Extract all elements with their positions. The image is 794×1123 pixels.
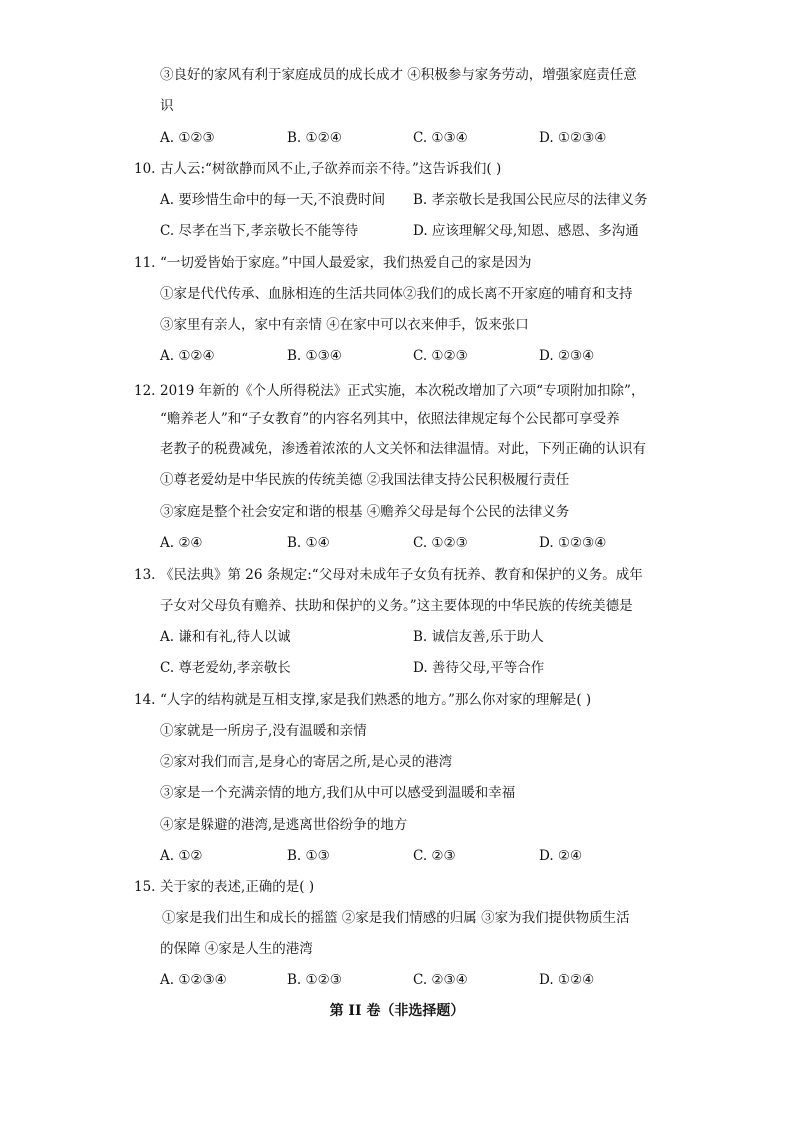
option-d: D. ①②③④	[539, 130, 607, 146]
option-a: A. 谦和有礼,待人以诚	[160, 629, 291, 645]
option-d: D. 善待父母,平等合作	[413, 660, 545, 676]
question-stem: “一切爱皆始于家庭。”中国人最爱家，我们热爱自己的家是因为	[160, 255, 532, 271]
question-line: ③家庭是整个社会安定和谐的根基 ④赡养父母是每个公民的法律义务	[160, 504, 570, 520]
question-line: ①家就是一所房子,没有温暖和亲情	[160, 723, 367, 739]
option-d: D. ②③④	[539, 348, 595, 364]
option-a: A. ①②③④	[160, 972, 227, 988]
option-b: B. 诚信友善,乐于助人	[413, 629, 544, 645]
question-line: ①家是我们出生和成长的摇篮 ②家是我们情感的归属 ③家为我们提供物质生活	[162, 910, 630, 926]
option-c: C. ①②③	[413, 348, 468, 364]
question-line: ①尊老爱幼是中华民族的传统美德 ②我国法律支持公民积极履行责任	[160, 472, 570, 488]
option-a: A. ②④	[160, 535, 203, 551]
question-number: 10.	[134, 161, 156, 177]
question-line: “赡养老人”和“子女教育”的内容名列其中，依照法律规定每个公民都可享受养	[160, 411, 620, 427]
question-stem: 关于家的表述,正确的是( )	[160, 879, 315, 895]
option-a: A. ①②	[160, 848, 203, 864]
question-line: ③家是一个充满亲情的地方,我们从中可以感受到温暖和幸福	[160, 785, 516, 801]
option-a: A. ①②③	[160, 130, 215, 146]
option-c: C. ①②③	[413, 535, 468, 551]
option-c: C. 尊老爱幼,孝亲敬长	[160, 660, 291, 676]
option-d: D. ①②③④	[539, 535, 607, 551]
question-number: 13.	[134, 567, 156, 583]
question-number: 15.	[134, 879, 156, 895]
option-c: C. ②③	[413, 848, 456, 864]
question-number: 11.	[134, 255, 156, 271]
question-stem: 《民法典》第 26 条规定:“父母对未成年子女负有抚养、教育和保护的义务。成年	[160, 567, 643, 583]
question-number: 12.	[134, 383, 156, 399]
question-line: 子女对父母负有赡养、扶助和保护的义务。”这主要体现的中华民族的传统美德是	[160, 598, 633, 614]
option-d: D. ①②④	[539, 972, 595, 988]
section-title: 第 II 卷（非选择题）	[329, 1003, 465, 1019]
question-line: ③良好的家风有利于家庭成员的成长成才 ④积极参与家务劳动，增强家庭责任意	[160, 67, 637, 83]
question-line: ①家是代代传承、血脉相连的生活共同体②我们的成长离不开家庭的哺育和支持	[160, 286, 633, 302]
question-stem: 古人云:“树欲静而风不止,子欲养而亲不待。”这告诉我们( )	[160, 161, 502, 177]
question-number: 14.	[134, 692, 156, 708]
option-b: B. 孝亲敬长是我国公民应尽的法律义务	[413, 192, 648, 208]
question-stem: 2019 年新的《个人所得税法》正式实施，本次税改增加了六项“专项附加扣除”，	[160, 383, 645, 399]
question-stem: “人字的结构就是互相支撑,家是我们熟悉的地方。”那么你对家的理解是( )	[160, 692, 592, 708]
option-b: B. ①④	[287, 535, 330, 551]
option-b: B. ①③	[287, 848, 330, 864]
question-line: 老教子的税费减免，渗透着浓浓的人文关怀和法律温情。对此，下列正确的认识有	[160, 441, 646, 457]
option-c: C. 尽孝在当下,孝亲敬长不能等待	[160, 223, 359, 239]
option-c: C. ①③④	[413, 130, 468, 146]
option-d: D. 应该理解父母,知恩、感恩、多沟通	[413, 223, 639, 239]
question-line: 识	[160, 98, 174, 114]
option-b: B. ①③④	[287, 348, 342, 364]
option-d: D. ②④	[539, 848, 583, 864]
question-line: ④家是躲避的港湾,是逃离世俗纷争的地方	[160, 817, 408, 833]
question-line: 的保障 ④家是人生的港湾	[160, 941, 313, 957]
option-c: C. ②③④	[413, 972, 468, 988]
option-b: B. ①②④	[287, 130, 342, 146]
question-line: ②家对我们而言,是身心的寄居之所,是心灵的港湾	[160, 754, 453, 770]
option-a: A. 要珍惜生命中的每一天,不浪费时间	[160, 192, 386, 208]
option-a: A. ①②④	[160, 348, 215, 364]
question-line: ③家里有亲人，家中有亲情 ④在家中可以衣来伸手，饭来张口	[160, 317, 529, 333]
option-b: B. ①②③	[287, 972, 342, 988]
